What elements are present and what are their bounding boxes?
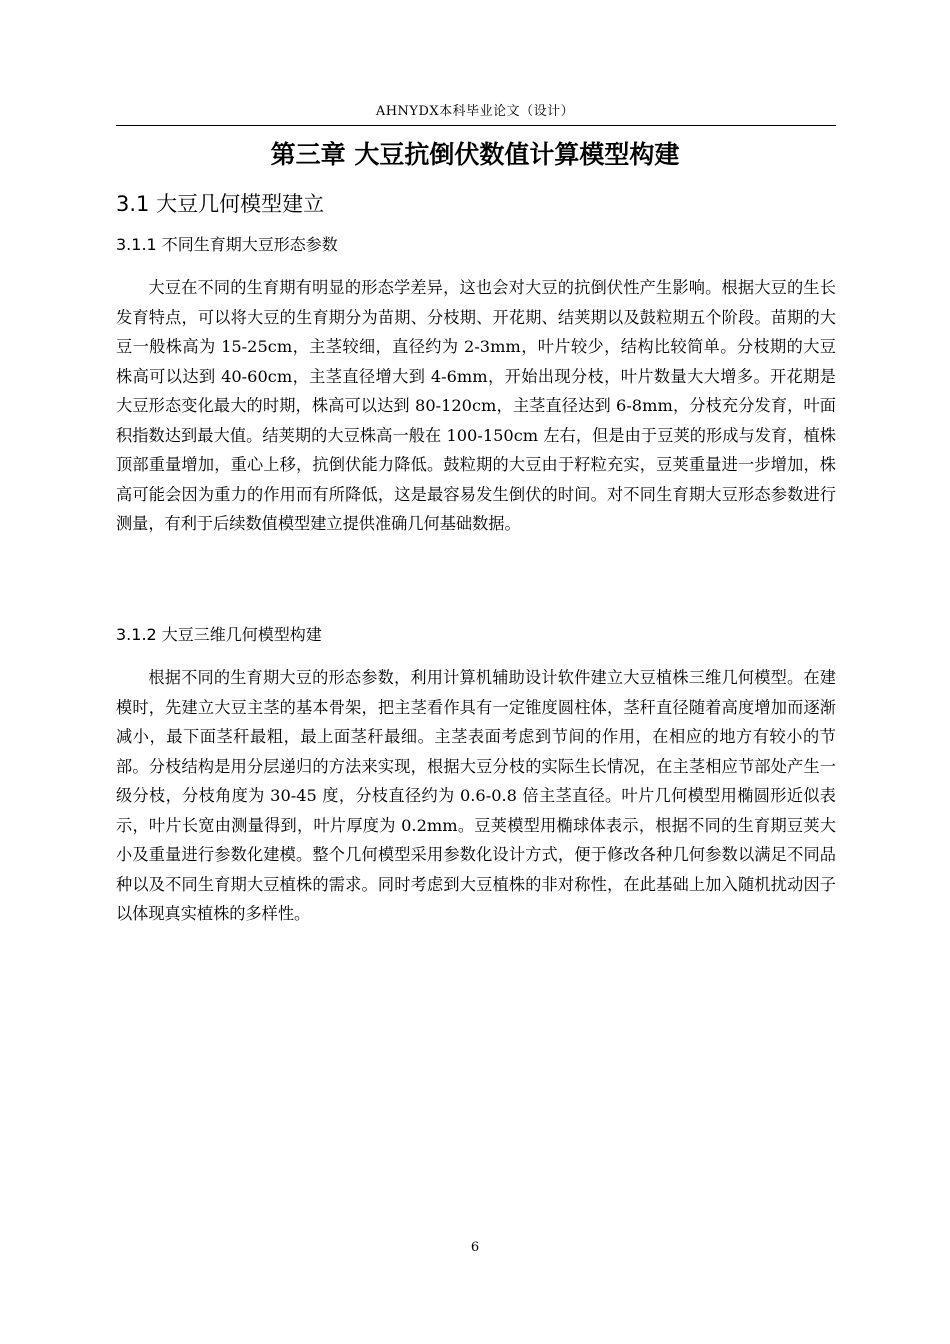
chapter-title: 第三章 大豆抗倒伏数值计算模型构建 — [270, 140, 680, 169]
subsection-title-2: 3.1.2 大豆三维几何模型构建 — [116, 625, 322, 644]
paragraph-3d-model: 根据不同的生育期大豆的形态参数，利用计算机辅助设计软件建立大豆植株三维几何模型。在建模时，先建立大豆主茎的基本骨架，把主茎看作具有一定锥度圆柱体，茎秆直径随着高度增加而逐渐减小，最下面茎秆最粗，最上面茎秆最细。主茎表面考虑到节间的作用，在相应的地方有较小的节部。分枝结构是用分层递归的方法来实现，根据大豆分枝的实际生长情况，在主茎相应节部处产生一级分枝，分枝角度为 30-45 度，分枝直径约为 0.6-0.8 倍主茎直径。叶片几何模型用椭圆形近似表示，叶片长宽由测量得到，叶片厚度为 0.2mm。豆荚模型用椭球体表示，根据不同的生育期豆荚大小及重量进行参数化建模。整个几何模型采用参数化设计方式，便于修改各种几何参数以满足不同品种以及不同生育期大豆植株的需求。同时考虑到大豆植株的非对称性，在此基础上加入随机扰动因子以体现真实植株的多样性。 — [116, 668, 836, 923]
section-title: 3.1 大豆几何模型建立 — [116, 192, 325, 216]
paragraph-morphology: 大豆在不同的生育期有明显的形态学差异，这也会对大豆的抗倒伏性产生影响。根据大豆的生长发育特点，可以将大豆的生育期分为苗期、分枝期、开花期、结荚期以及鼓粒期五个阶段。苗期的大豆一般株高为 15-25cm，主茎较细，直径约为 2-3mm，叶片较少，结构比较简单。分枝期的大豆株高可以达到 40-60cm，主茎直径增大到 4-6mm，开始出现分枝，叶片数量大大增多。开花期是大豆形态变化最大的时期，株高可以达到 80-120cm，主茎直径达到 6-8mm，分枝充分发育，叶面积指数达到最大值。结荚期的大豆株高一般在 100-150cm 左右，但是由于豆荚的形成与发育，植株顶部重量增加，重心上移，抗倒伏能力降低。鼓粒期的大豆由于籽粒充实，豆荚重量进一步增加，株高可能会因为重力的作用而有所降低，这是最容易发生倒伏的时间。对不同生育期大豆形态参数进行测量，有利于后续数值模型建立提供准确几何基础数据。 — [116, 278, 836, 533]
subsection-title-1: 3.1.1 不同生育期大豆形态参数 — [116, 235, 338, 254]
running-header: AHNYDX本科毕业论文（设计） — [375, 104, 575, 119]
header-rule — [116, 125, 836, 126]
page-number: 6 — [470, 1240, 480, 1255]
